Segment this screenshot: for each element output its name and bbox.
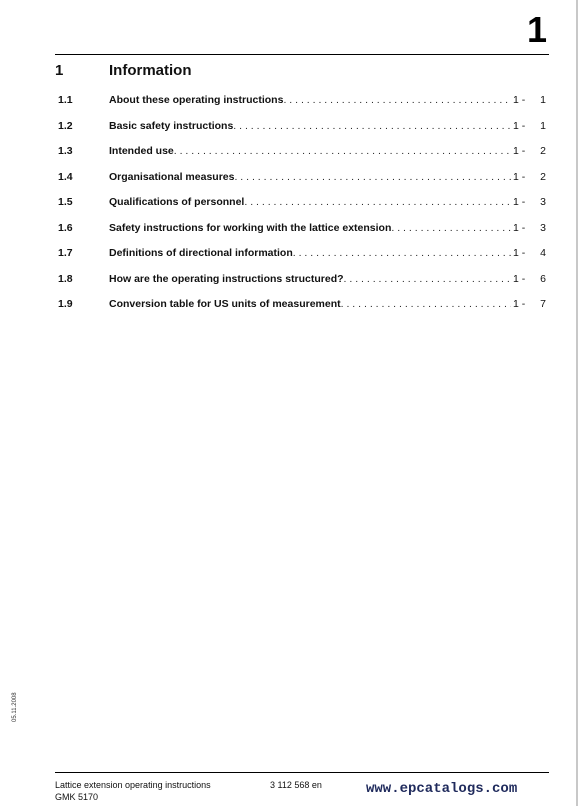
toc-row[interactable] bbox=[55, 244, 549, 270]
header-rule bbox=[55, 54, 549, 55]
toc-row[interactable] bbox=[55, 193, 549, 219]
toc-entry bbox=[109, 219, 511, 237]
toc-title: Basic safety instructions bbox=[109, 119, 234, 132]
toc-entry bbox=[109, 91, 511, 109]
dot-leader bbox=[244, 193, 511, 211]
toc-title: Safety instructions for working with the lattice extension bbox=[109, 221, 392, 234]
dot-leader bbox=[174, 142, 511, 160]
toc-chapter-ref: 1 - bbox=[513, 170, 526, 183]
toc-row[interactable] bbox=[55, 91, 549, 117]
toc-chapter-ref: 1 - bbox=[513, 145, 526, 157]
toc-row[interactable] bbox=[55, 168, 549, 194]
toc-entry bbox=[109, 168, 511, 186]
watermark-link[interactable]: www.epcatalogs.com bbox=[366, 781, 518, 797]
toc-chapter-ref: 1 - bbox=[513, 272, 526, 285]
toc-number: 1.8 bbox=[58, 272, 73, 285]
toc-chapter-ref: 1 - bbox=[513, 119, 526, 132]
toc-chapter-ref: 1 - bbox=[513, 247, 526, 259]
toc-title: Qualifications of personnel bbox=[109, 196, 245, 208]
dot-leader bbox=[391, 219, 511, 237]
toc-entry bbox=[109, 244, 511, 262]
side-date-stamp: 05.11.2008 bbox=[12, 692, 18, 722]
toc-chapter-ref: 1 - bbox=[513, 298, 526, 310]
section-title: Information bbox=[109, 62, 192, 79]
toc-number: 1.3 bbox=[58, 145, 73, 157]
table-of-contents bbox=[55, 91, 549, 321]
toc-number: 1.6 bbox=[58, 221, 73, 234]
footer-document-title: Lattice extension operating instructions bbox=[55, 780, 211, 790]
section-number: 1 bbox=[55, 62, 64, 79]
toc-chapter-ref: 1 - bbox=[513, 94, 526, 106]
toc-entry bbox=[109, 193, 511, 211]
dot-leader bbox=[234, 168, 511, 186]
toc-chapter-ref: 1 - bbox=[513, 196, 526, 208]
toc-page-ref: 1 bbox=[540, 119, 546, 132]
toc-chapter-ref: 1 - bbox=[513, 221, 526, 234]
toc-page-ref: 6 bbox=[540, 272, 546, 285]
toc-title: Conversion table for US units of measurement bbox=[109, 298, 341, 310]
toc-row[interactable] bbox=[55, 117, 549, 143]
toc-number: 1.2 bbox=[58, 119, 73, 132]
toc-number: 1.1 bbox=[58, 94, 73, 106]
chapter-number: 1 bbox=[526, 9, 547, 50]
toc-row[interactable] bbox=[55, 270, 549, 296]
toc-row[interactable] bbox=[55, 295, 549, 321]
toc-page-ref: 1 bbox=[540, 94, 546, 106]
toc-title: About these operating instructions bbox=[109, 94, 284, 106]
toc-entry bbox=[109, 117, 511, 135]
footer-document-number: 3 112 568 en bbox=[270, 780, 322, 790]
toc-page-ref: 7 bbox=[540, 298, 546, 310]
dot-leader bbox=[341, 295, 511, 313]
toc-title: Organisational measures bbox=[109, 170, 235, 183]
footer-model: GMK 5170 bbox=[55, 792, 99, 802]
footer-rule bbox=[55, 772, 549, 773]
toc-title: Intended use bbox=[109, 145, 174, 157]
dot-leader bbox=[293, 244, 511, 262]
toc-page-ref: 4 bbox=[540, 247, 546, 259]
toc-title: Definitions of directional information bbox=[109, 247, 293, 259]
toc-number: 1.5 bbox=[58, 196, 73, 208]
toc-row[interactable] bbox=[55, 219, 549, 245]
toc-row[interactable] bbox=[55, 142, 549, 168]
toc-number: 1.7 bbox=[58, 247, 73, 259]
toc-title: How are the operating instructions structured? bbox=[109, 272, 344, 285]
toc-number: 1.9 bbox=[58, 298, 73, 310]
toc-entry bbox=[109, 270, 511, 288]
dot-leader bbox=[283, 91, 511, 109]
toc-number: 1.4 bbox=[58, 170, 73, 183]
toc-entry bbox=[109, 295, 511, 313]
toc-page-ref: 2 bbox=[540, 145, 546, 157]
toc-entry bbox=[109, 142, 511, 160]
dot-leader bbox=[233, 117, 511, 135]
toc-page-ref: 3 bbox=[540, 221, 546, 234]
dot-leader bbox=[344, 270, 511, 288]
toc-page-ref: 3 bbox=[540, 196, 546, 208]
toc-page-ref: 2 bbox=[540, 170, 546, 183]
